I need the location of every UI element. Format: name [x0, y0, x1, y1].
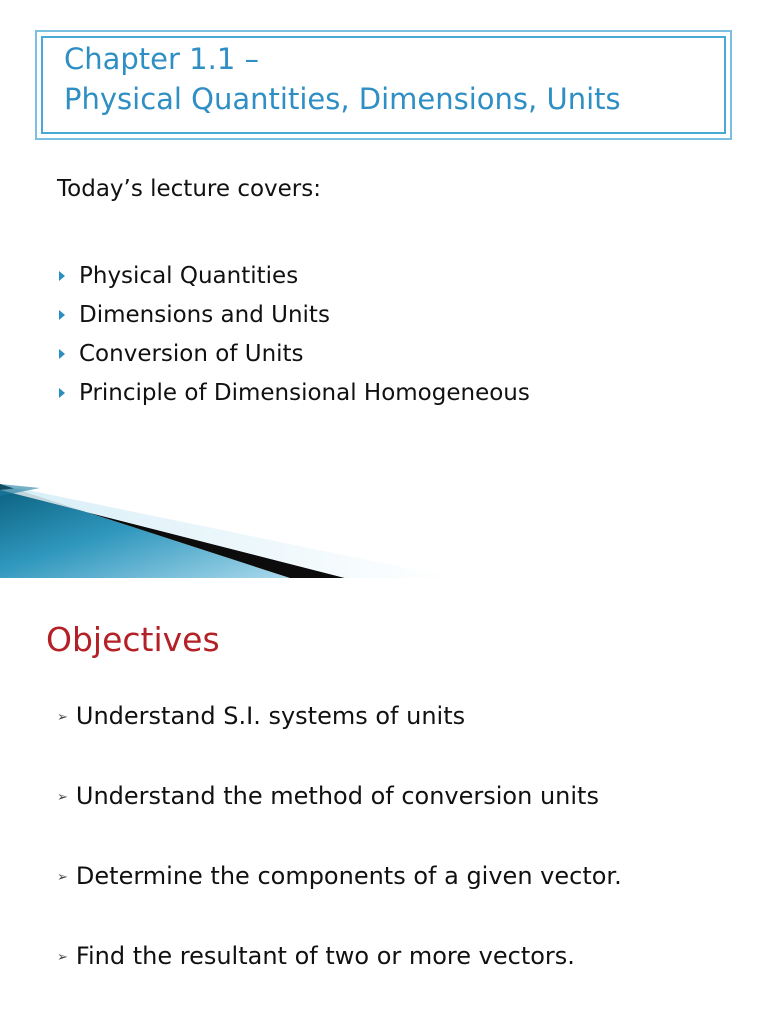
list-item	[57, 256, 530, 295]
triangle-bullet-icon	[59, 310, 65, 320]
list-item	[57, 856, 622, 936]
list-item	[57, 295, 530, 334]
decorative-swoosh	[0, 470, 768, 578]
triangle-bullet-icon	[59, 388, 65, 398]
arrowhead-bullet-icon: ➢	[57, 790, 68, 805]
arrowhead-bullet-icon: ➢	[57, 950, 68, 965]
list-item	[57, 776, 622, 856]
list-item-label: Dimensions and Units	[79, 301, 330, 328]
list-item	[57, 696, 622, 776]
lecture-topics-list	[57, 256, 530, 412]
list-item-label: Determine the components of a given vector.	[75, 862, 622, 890]
arrowhead-bullet-icon: ➢	[57, 710, 68, 725]
list-item	[57, 334, 530, 373]
list-item-label: Understand S.I. systems of units	[75, 702, 466, 730]
objectives-list	[57, 696, 622, 1016]
triangle-bullet-icon	[59, 271, 65, 281]
list-item-label: Conversion of Units	[79, 340, 304, 367]
title-frame	[35, 30, 732, 140]
slide-objectives	[0, 578, 768, 1024]
lecture-intro-text: Today’s lecture covers:	[57, 176, 321, 202]
arrowhead-bullet-icon: ➢	[57, 870, 68, 885]
list-item	[57, 373, 530, 412]
list-item	[57, 936, 622, 1016]
objectives-title: Objectives	[46, 620, 220, 659]
triangle-bullet-icon	[59, 349, 65, 359]
list-item-label: Find the resultant of two or more vectors.	[75, 942, 575, 970]
slide-title-line-2: Physical Quantities, Dimensions, Units	[64, 82, 621, 116]
list-item-label: Principle of Dimensional Homogeneous	[79, 379, 530, 406]
slide-title-line-1: Chapter 1.1 –	[64, 42, 259, 76]
list-item-label: Understand the method of conversion units	[75, 782, 599, 810]
list-item-label: Physical Quantities	[79, 262, 299, 289]
